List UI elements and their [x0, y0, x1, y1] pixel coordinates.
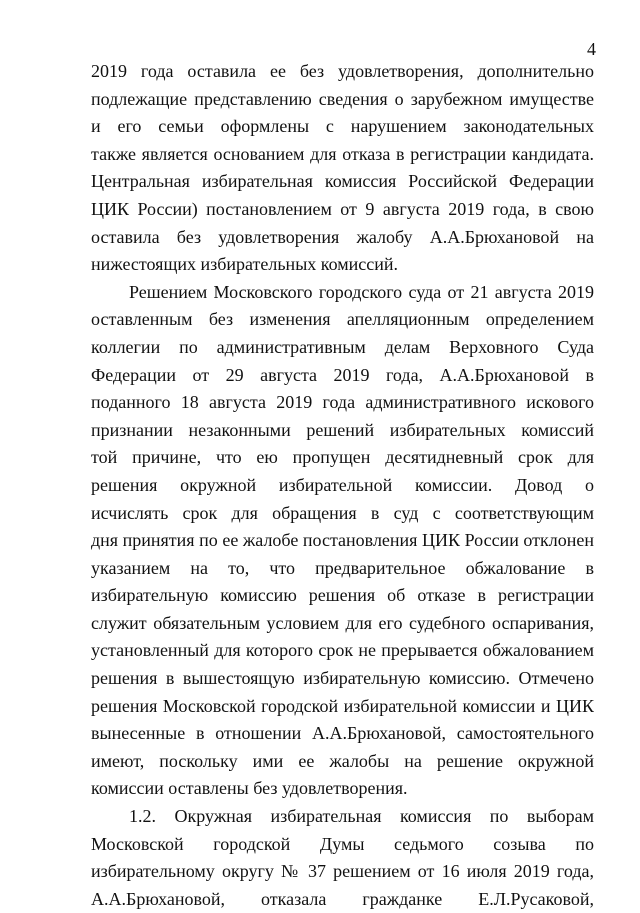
text-line: поданного 18 августа 2019 года административного искового [91, 392, 594, 413]
text-line: Московской городской Думы седьмого созыва по [91, 833, 594, 854]
text-line: ЦИК России) постановлением от 9 августа 2019 года, в свою [91, 198, 594, 219]
text-line: оставила без удовлетворения жалобу А.А.Брюхановой на [91, 226, 594, 247]
text-line: коллегии по административным делам Верховного Суда [91, 336, 594, 357]
text-line: 1.2. Окружная избирательная комиссия по выборам [129, 806, 594, 827]
text-line: нижестоящих избирательных комиссий. [91, 254, 399, 275]
text-line: решения Московской городской избирательной комиссии и ЦИК [91, 695, 594, 716]
text-line: также является основанием для отказа в регистрации кандидата. [91, 143, 594, 164]
text-line: 2019 года оставила ее без удовлетворения, дополнительно [91, 61, 594, 81]
text-line: решения окружной избирательной комиссии. Довод о [91, 474, 594, 495]
text-line: служит обязательным условием для его судебного оспаривания, [91, 612, 594, 633]
text-line: исчислять срок для обращения в суд с соответствующим [91, 502, 594, 523]
text-line: той причине, что ею пропущен десятидневный срок для [91, 447, 594, 468]
text-line: признании незаконными решений избирательных комиссий [91, 419, 594, 440]
page-number: 4 [587, 39, 596, 59]
text-line: оставленным без изменения апелляционным определением [91, 309, 594, 330]
text-line: А.А.Брюхановой, отказала гражданке Е.Л.Русаковой, [91, 888, 594, 909]
text-line: избирательному округу № 37 решением от 16 июля 2019 года, [91, 861, 594, 882]
text-line: комиссии оставлены без удовлетворения. [91, 778, 408, 799]
text-line: Федерации от 29 августа 2019 года, А.А.Брюхановой в [91, 364, 594, 385]
text-line: дня принятия по ее жалобе постановления ЦИК России отклонен [91, 530, 594, 551]
document-body [91, 58, 594, 913]
text-line: установленный для которого срок не прерывается обжалованием [91, 640, 594, 661]
text-line: избирательную комиссию решения об отказе в регистрации [91, 585, 594, 606]
text-line: вынесенные в отношении А.А.Брюхановой, самостоятельного [91, 723, 594, 744]
text-line: и его семьи оформлены с нарушением законодательных [91, 116, 594, 137]
text-line: подлежащие представлению сведения о зарубежном имуществе [91, 88, 594, 109]
text-line: указанием на то, что предварительное обжалование в [91, 557, 594, 578]
text-line: решения в вышестоящую избирательную комиссию. Отмечено [91, 668, 594, 689]
text-line: имеют, поскольку ими ее жалобы на решение окружной [91, 750, 594, 771]
text-line: Центральная избирательная комиссия Российской Федерации [91, 171, 594, 192]
text-line: Решением Московского городского суда от 21 августа 2019 [129, 281, 594, 302]
